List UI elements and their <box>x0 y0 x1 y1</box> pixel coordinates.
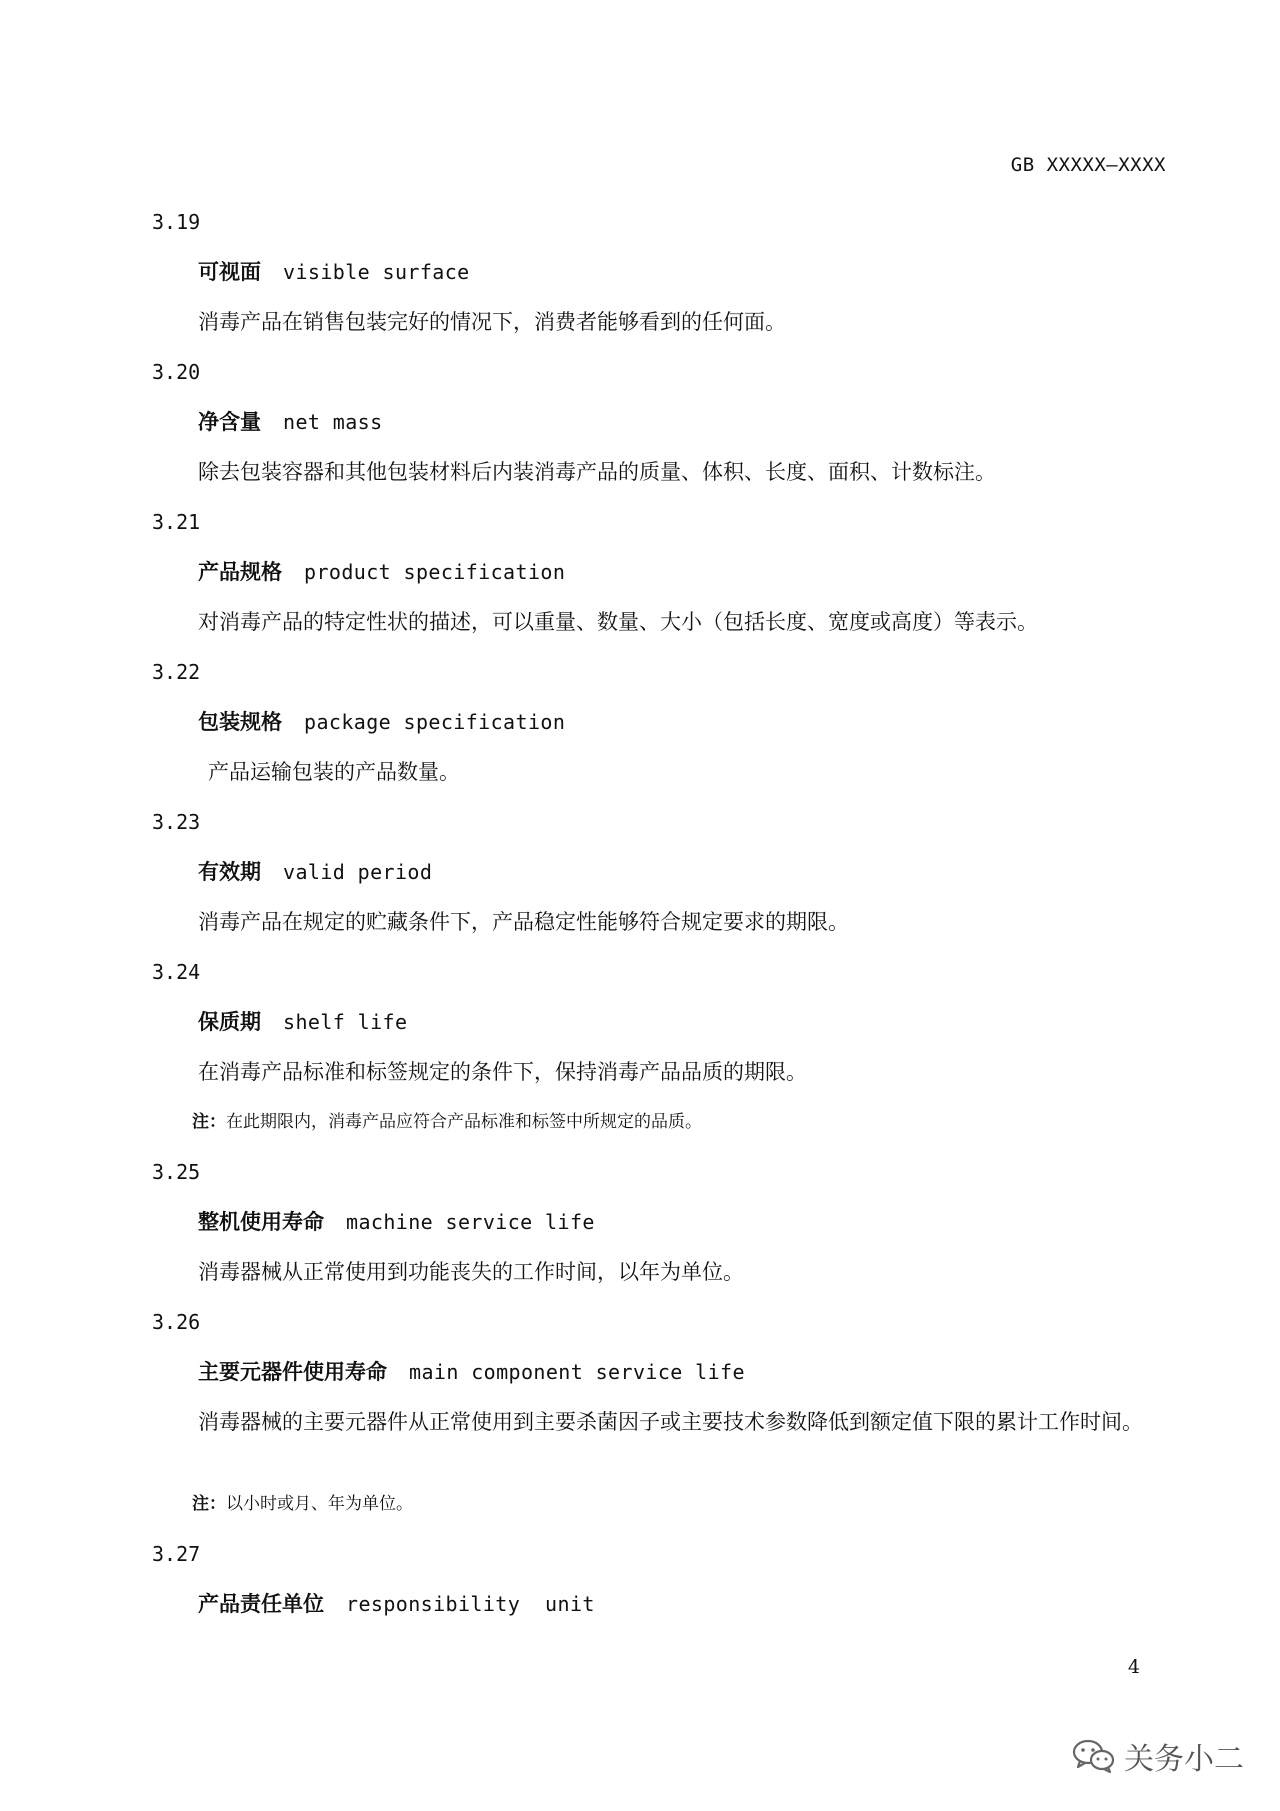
term-title-cn: 产品责任单位 <box>198 1592 324 1616</box>
watermark <box>1072 1734 1244 1778</box>
term-number: 3.22 <box>152 660 201 684</box>
term-title-cn: 包装规格 <box>198 710 282 734</box>
note-label: 注： <box>192 1494 226 1514</box>
term-title <box>198 1005 1152 1055</box>
doc-code: GB XXXXX—XXXX <box>1010 154 1166 176</box>
watermark-text: 关务小二 <box>1124 1742 1244 1777</box>
note-text: 以小时或月、年为单位。 <box>226 1494 413 1514</box>
term-title <box>198 705 1152 755</box>
term-number: 3.24 <box>152 960 201 984</box>
term-title-en: shelf life <box>283 1010 408 1034</box>
term-title <box>198 405 1152 455</box>
term-title-cn: 整机使用寿命 <box>198 1210 324 1234</box>
term-title-en: main component service life <box>409 1360 745 1384</box>
term-number: 3.21 <box>152 510 201 534</box>
term-title <box>198 555 1152 605</box>
term-title <box>198 1205 1152 1255</box>
term-number: 3.27 <box>152 1542 201 1566</box>
term-definition: 对消毒产品的特定性状的描述，可以重量、数量、大小（包括长度、宽度或高度）等表示。 <box>198 610 1038 634</box>
term-number: 3.20 <box>152 360 201 384</box>
note-label: 注： <box>192 1112 226 1132</box>
term-definition: 消毒器械从正常使用到功能丧失的工作时间，以年为单位。 <box>198 1260 744 1284</box>
page-number: 4 <box>1127 1656 1140 1678</box>
term-definition: 消毒产品在销售包装完好的情况下，消费者能够看到的任何面。 <box>198 310 786 334</box>
term-title-cn: 产品规格 <box>198 560 282 584</box>
term-title-en: responsibility unit <box>346 1592 595 1616</box>
term-title-en: visible surface <box>283 260 470 284</box>
note-text: 在此期限内，消毒产品应符合产品标准和标签中所规定的品质。 <box>226 1112 702 1132</box>
term-note <box>192 1487 1152 1537</box>
terms-content <box>152 205 1152 1637</box>
term-definition: 除去包装容器和其他包装材料后内装消毒产品的质量、体积、长度、面积、计数标注。 <box>198 460 996 484</box>
term-note <box>192 1105 1152 1155</box>
term-title-cn: 可视面 <box>198 260 261 284</box>
term-title-en: valid period <box>283 860 433 884</box>
term-title-cn: 净含量 <box>198 410 261 434</box>
term-number: 3.19 <box>152 210 201 234</box>
term-definition: 在消毒产品标准和标签规定的条件下，保持消毒产品品质的期限。 <box>198 1060 807 1084</box>
term-title-en: package specification <box>304 710 566 734</box>
term-definition: 产品运输包装的产品数量。 <box>208 760 460 784</box>
term-title <box>198 255 1152 305</box>
term-definition: 消毒产品在规定的贮藏条件下，产品稳定性能够符合规定要求的期限。 <box>198 910 849 934</box>
wechat-icon <box>1072 1738 1116 1774</box>
term-definition: 消毒器械的主要元器件从正常使用到主要杀菌因子或主要技术参数降低到额定值下限的累计工作时间。 <box>198 1410 1143 1434</box>
term-number: 3.25 <box>152 1160 201 1184</box>
term-title <box>198 1587 1152 1637</box>
term-title-en: machine service life <box>346 1210 595 1234</box>
term-title-cn: 主要元器件使用寿命 <box>198 1360 387 1384</box>
term-title <box>198 855 1152 905</box>
term-title-cn: 保质期 <box>198 1010 261 1034</box>
term-title <box>198 1355 1152 1405</box>
term-number: 3.26 <box>152 1310 201 1334</box>
term-number: 3.23 <box>152 810 201 834</box>
term-title-cn: 有效期 <box>198 860 261 884</box>
term-title-en: product specification <box>304 560 566 584</box>
term-title-en: net mass <box>283 410 383 434</box>
